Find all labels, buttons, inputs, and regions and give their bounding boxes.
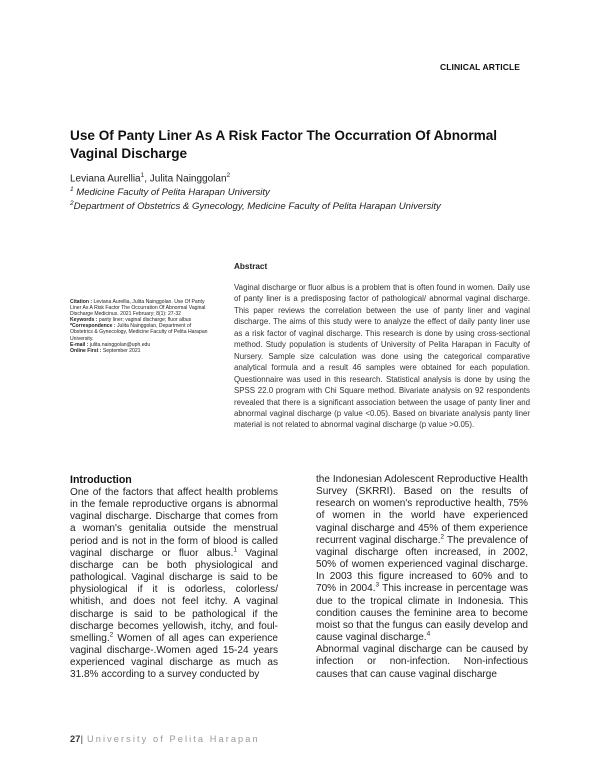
correspondence-text: Julita Nainggolan, Department of Obstetrics & Gynecology, Medicine Faculty of Pelita Harapan University.: [70, 323, 208, 342]
citation-marker: 2: [109, 631, 114, 639]
intro-text: The prevalence of vaginal discharge often increased, in 2002, 50% of women experienced vaginal discharge. In 2003 this figure increased to 60% and to 70% in 2004.: [316, 534, 528, 595]
online-first-text: September 2021: [101, 347, 141, 354]
author-name: Julita Nainggolan: [149, 173, 227, 185]
footer-publisher: University of Pelita Harapan: [87, 734, 260, 744]
citation-marker: 2: [440, 533, 445, 541]
email-label: E-mail :: [70, 341, 89, 348]
author-name: Leviana Aurellia: [70, 173, 141, 185]
correspondence-label: *Correspondence :: [70, 323, 116, 330]
affiliation-marker: 2: [70, 200, 74, 207]
keywords-text: panty liner; vaginal discharge; fluor albus: [97, 317, 192, 324]
author-separator: ,: [144, 173, 150, 185]
affiliation-text: Medicine Faculty of Pelita Harapan University: [73, 187, 270, 199]
introduction-left-column: [70, 487, 278, 682]
abstract-heading: Abstract: [234, 262, 268, 271]
citation-text: Leviana Aurellia, Julita Nainggolan. Use Of Panty Liner As A Risk Factor The Occurration Of Abnormal Vaginal Discharge Medicinus. 2021 February; 8(1): 27-32: [70, 299, 206, 318]
page-number: 27: [70, 734, 81, 744]
page-footer: [70, 734, 260, 744]
introduction-right-column: [316, 474, 528, 681]
email-text: julita.nainggolan@uph.edu: [88, 341, 151, 348]
keywords-label: Keywords :: [70, 317, 98, 324]
citation-sidebar: [70, 299, 212, 354]
author-line: [70, 172, 230, 184]
intro-text: One of the factors that affect health problems in the female reproductive organs is abnormal vaginal discharge. Discharge that comes from a woman's genitalia outside the menstrual period and is not in the form of blood is called vaginal discharge or fluor albus.: [70, 487, 278, 559]
introduction-heading: Introduction: [70, 474, 132, 486]
footer-separator: |: [80, 734, 84, 744]
intro-text: Vaginal discharge can be both physiological and pathological. Vaginal discharge is said to be physiological if it is odorless, colorless/ whitish, and does not feel itchy. A vaginal discharge is said to be pathological if the discharge becomes yellowish, itchy, and foul-smelling.: [70, 547, 278, 644]
abstract-body: Vaginal discharge or fluor albus is a problem that is often found in women. Daily use of panty liner is a predisposing factor of pathological/ abnormal vaginal discharge. This paper reviews the correlation between the use of panty liner and vaginal discharge. The aims of this study were to analyze the effect of daily panty liner use as a risk factor of vaginal discharge. This research is done by using cross-sectional method. Study population is students of University of Pelita Harapan in Faculty of Nursery. Sample size calculation was done using the categorical comparative analytical formula and a result 46 samples were obtained for each population. Questionnaire was used in this research. Statistical analysis is done by using the SPSS 22.0 program with Chi Square method. Bivariate analysis on 92 respondents revealed that there is a significant association between the usage of panty liner and abnormal vaginal discharge (p value <0.05). Based on bivariate analysis panty liner material is not related to abnormal vaginal discharge (p value >0.05).: [234, 283, 530, 430]
article-title: Use Of Panty Liner As A Risk Factor The Occurration Of Abnormal Vaginal Discharge: [70, 128, 498, 161]
intro-text: the Indonesian Adolescent Reproductive Health Survey (SKRRI). Based on the results of research on women's reproductive health, 75% of women in the world have experienced vaginal discharge and 45% of them experience recurrent vaginal discharge.: [316, 474, 528, 546]
affiliation-marker: 1: [70, 186, 74, 193]
citation-label: Citation :: [70, 299, 93, 305]
affiliation-2: [70, 200, 441, 212]
affiliation-1: [70, 186, 270, 198]
intro-paragraph-2: Abnormal vaginal discharge can be caused by infection or non-infection. Non-infectious causes that can cause vaginal discharge: [316, 644, 528, 680]
author-affiliation-marker: 1: [140, 172, 145, 179]
intro-text: Women of all ages can experience vaginal discharge-.Women aged 15-24 years experienced vaginal discharge as much as 31.8% according to a survey conducted by: [70, 632, 278, 681]
article-type-label: CLINICAL ARTICLE: [440, 62, 520, 72]
citation-marker: 3: [375, 582, 380, 590]
affiliation-text: Department of Obstetrics & Gynecology, Medicine Faculty of Pelita Harapan University: [73, 201, 441, 213]
online-first-label: Online First :: [70, 347, 102, 354]
intro-text: This increase in percentage was due to the tropical climate in Indonesia. This condition causes the feminine area to become moist so that the fungus can easily develop and cause vaginal discharge.: [316, 583, 528, 644]
citation-marker: 1: [233, 546, 238, 554]
citation-marker: 4: [426, 630, 431, 638]
author-affiliation-marker: 2: [226, 172, 231, 179]
